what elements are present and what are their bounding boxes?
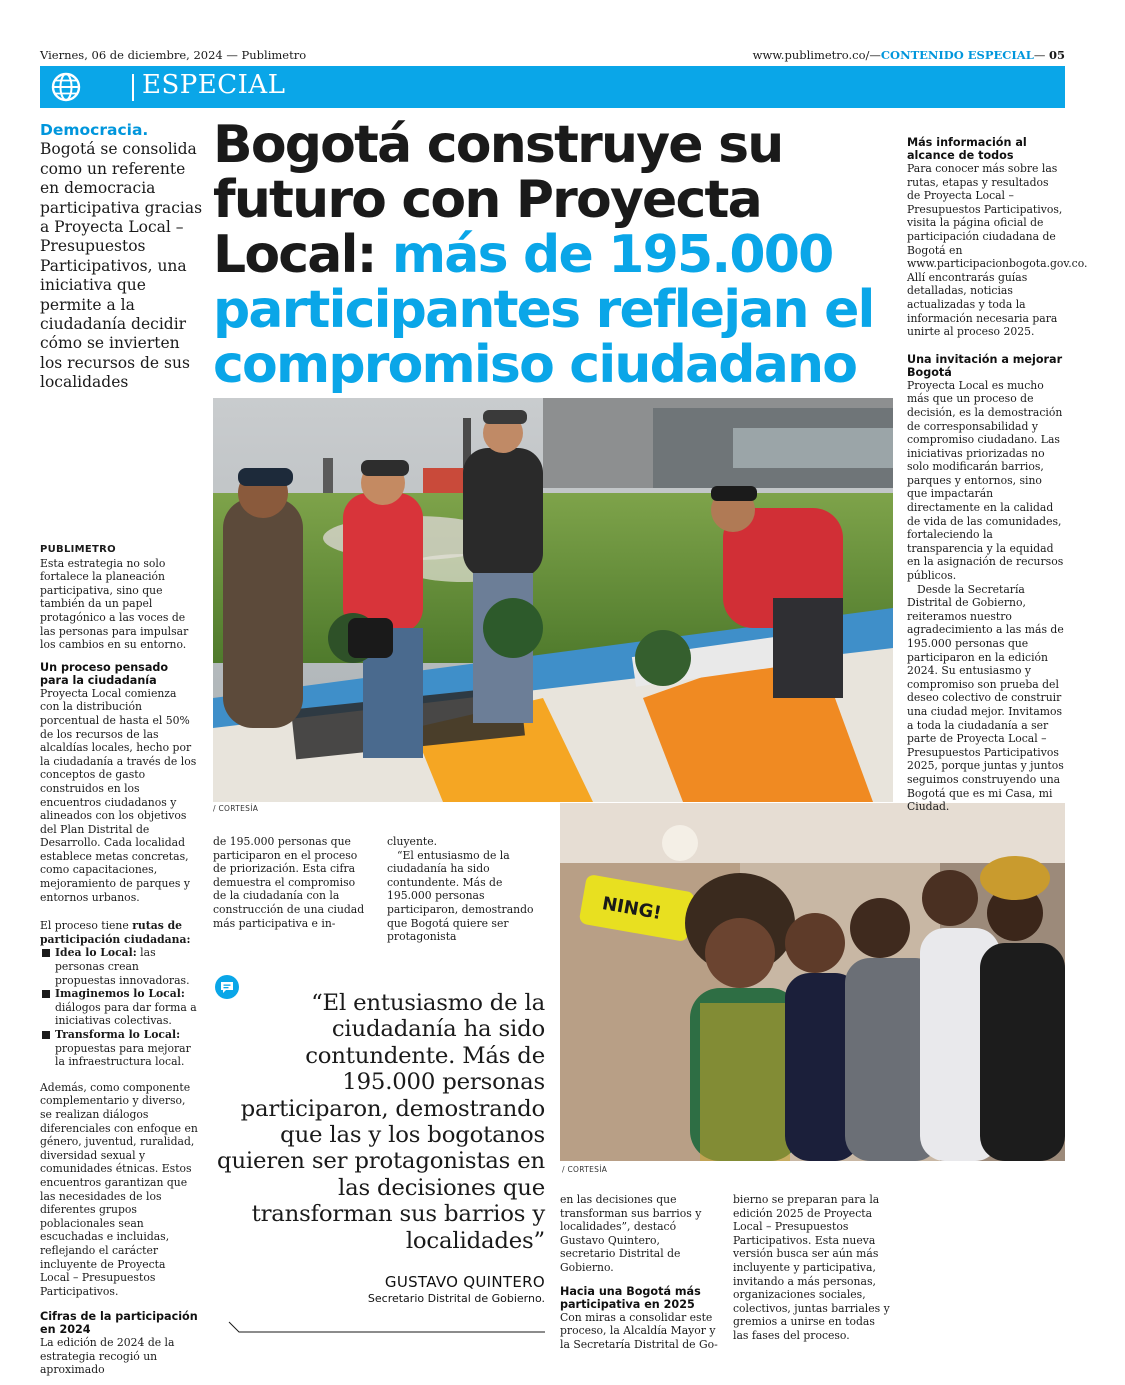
right-column: [907, 136, 1088, 814]
list-item: Imaginemos lo Local: diálogos para dar forma a iniciativas colectivas.: [40, 987, 198, 1028]
ademas-paragraph: Además, como componente complementario y diverso, se realizan diálogos diferenciales con enfoque en género, juventud, ruralidad, diversidad sexual y comunidades étnicas. Estos encuentros garantizan que las necesidades de los diferentes grupos poblacionales sean escuchadas e incluidas, reflejando el carácter incluyente de Proyecta Local – Presupuestos Participativos.: [40, 1080, 198, 1298]
site-url[interactable]: www.publimetro.co/—: [752, 48, 881, 62]
left-column: [40, 543, 198, 1377]
byline: PUBLIMETRO: [40, 544, 116, 555]
quote-author-role: Secretario Distrital de Gobierno.: [367, 1292, 545, 1305]
photo-selfie-image: [560, 803, 1065, 1161]
photo-gardening: [213, 398, 893, 802]
rutas-bold: rutas de participación ciudadana:: [40, 919, 191, 946]
lede: [40, 121, 205, 393]
photo-selfie: [560, 803, 1065, 1161]
subhead-cifras: Cifras de la participación en 2024: [40, 1310, 198, 1337]
bottom-column-1: en las decisiones que transforman sus barrios y localidades”, destacó Gustavo Quintero, secretario Distrital de Gobierno. Hacia una Bogotá más participativa en 2025 Con miras a consolidar este proceso, la Alcaldía Mayor y la Secretaría Distrital de Go-: [560, 1193, 718, 1351]
section-label: ESPECIAL: [142, 70, 286, 100]
headline-blue: más de 195.000 participantes reflejan el compromiso ciudadano: [213, 225, 874, 395]
masthead-line: [40, 48, 1065, 64]
bottom-column-2: bierno se preparan para la edición 2025 de Proyecta Local – Presupuestos Participativos. Esta nueva versión busca ser aún más incluyente y participativa, invitando a más personas, organizaciones sociales, colectivos, juntas barriales y gremios a unirse en todas las fases del proceso.: [733, 1193, 890, 1342]
proceso-paragraph: Proyecta Local comienza con la distribución porcentual de hasta el 50% de los recursos de las alcaldías locales, hecho por la ciudadanía a través de los conceptos de gasto construidos en los encuentros ciudadanos y alineados con los objetivos del Plan Distrital de Desarrollo. Cada localidad establece metas concretas, como capacitaciones, mejoramiento de parques y entornos urbanos.: [40, 686, 197, 904]
section-bar: [40, 66, 1065, 108]
site-line: [753, 48, 1065, 62]
photo-gardening-image: [213, 398, 893, 802]
subhead-invitacion: Una invitación a mejorar Bogotá: [907, 352, 1063, 379]
intro-paragraph: Esta estrategia no solo fortalece la planeación participativa, sino que también da un papel protagónico a las voces de las personas para impulsar los cambios en su entorno.: [40, 556, 189, 652]
list-item: Transforma lo Local: propuestas para mejorar la infraestructura local.: [40, 1028, 198, 1069]
page-separator: —: [1033, 48, 1046, 62]
globe-icon: [50, 71, 82, 103]
headline: [213, 115, 893, 395]
lede-text: Bogotá se consolida como un referente en democracia participativa gracias a Proyecta Local – Presupuestos Participativos, una iniciativa que permite a la ciudadanía decidir cómo se invierten los recursos de sus localidades: [40, 140, 203, 392]
photo-credit-1: / CORTESÍA: [213, 804, 259, 813]
phone-sign-text: NING!: [600, 893, 663, 925]
pull-quote: “El entusiasmo de la ciudadanía ha sido contundente. Más de 195.000 personas participaron, demostrando que las y los bogotanos quieren ser protagonistas en las decisiones que transforman sus barrios y localidades”: [217, 990, 545, 1254]
lede-kicker: Democracia.: [40, 121, 149, 139]
bar-divider: [132, 74, 134, 101]
list-item: Idea lo Local: las personas crean propuestas innovadoras.: [40, 946, 198, 987]
quote-author: GUSTAVO QUINTERO: [384, 1273, 545, 1291]
rutas-intro: El proceso tiene rutas de participación ciudadana:: [40, 919, 191, 946]
subhead-info: Más información al alcance de todos: [907, 136, 1027, 162]
photo-credit-2: / CORTESÍA: [562, 1165, 608, 1174]
cifras-paragraph: La edición de 2024 de la estrategia recogió un aproximado: [40, 1336, 175, 1377]
invitacion-paragraph-1: Proyecta Local es mucho más que un proceso de decisión, es la demostración de corresponsabilidad y compromiso ciudadano. Las iniciativas priorizadas no solo modificarán barrios, parques y entornos, sino que impactarán directamente en la calidad de vida de las comunidades, fortaleciendo la transparencia y la equidad en la asignación de recursos públicos.: [907, 378, 1064, 583]
headline-black: Bogotá construye su futuro con Proyecta Local:: [213, 115, 783, 285]
mid-column-2: cluyente. “El entusiasmo de la ciudadanía ha sido contundente. Más de 195.000 personas participaron, demostrando que Bogotá quiere ser protagonista: [387, 835, 534, 944]
invitacion-paragraph-2: Desde la Secretaría Distrital de Gobierno, reiteramos nuestro agradecimiento a las más de 195.000 personas que participaron en la edición 2024. Su entusiasmo y compromiso son prueba del deseo colectivo de construir una ciudad mejor. Invitamos a toda la ciudadanía a ser parte de Proyecta Local – Presupuestos Participativos 2025, porque juntas y juntos seguimos construyendo una Bogotá que es mi Casa, mi Ciudad.: [907, 582, 1064, 814]
mid-column-1: de 195.000 personas que participaron en el proceso de priorización. Esta cifra demuestra el compromiso de la ciudadanía con la construcción de una ciudad más participativa e in-: [213, 835, 365, 930]
rutas-list: [40, 946, 198, 1068]
subhead-proceso: Un proceso pensado para la ciudadanía: [40, 660, 169, 687]
subhead-2025: Hacia una Bogotá más participativa en 2025: [560, 1284, 701, 1311]
date-line: Viernes, 06 de diciembre, 2024 — Publimetro: [40, 48, 307, 62]
page-number: 05: [1048, 48, 1065, 62]
info-paragraph: Para conocer más sobre las rutas, etapas y resultados de Proyecta Local – Presupuestos Participativos, visita la página oficial de participación ciudadana de Bogotá en www.participacionbogota.gov.co. Allí encontrarás guías detalladas, noticias actualizadas y toda la información necesaria para unirte al proceso 2025.: [907, 162, 1088, 339]
section-tag: CONTENIDO ESPECIAL: [880, 48, 1034, 62]
quote-underline: [215, 1318, 545, 1334]
